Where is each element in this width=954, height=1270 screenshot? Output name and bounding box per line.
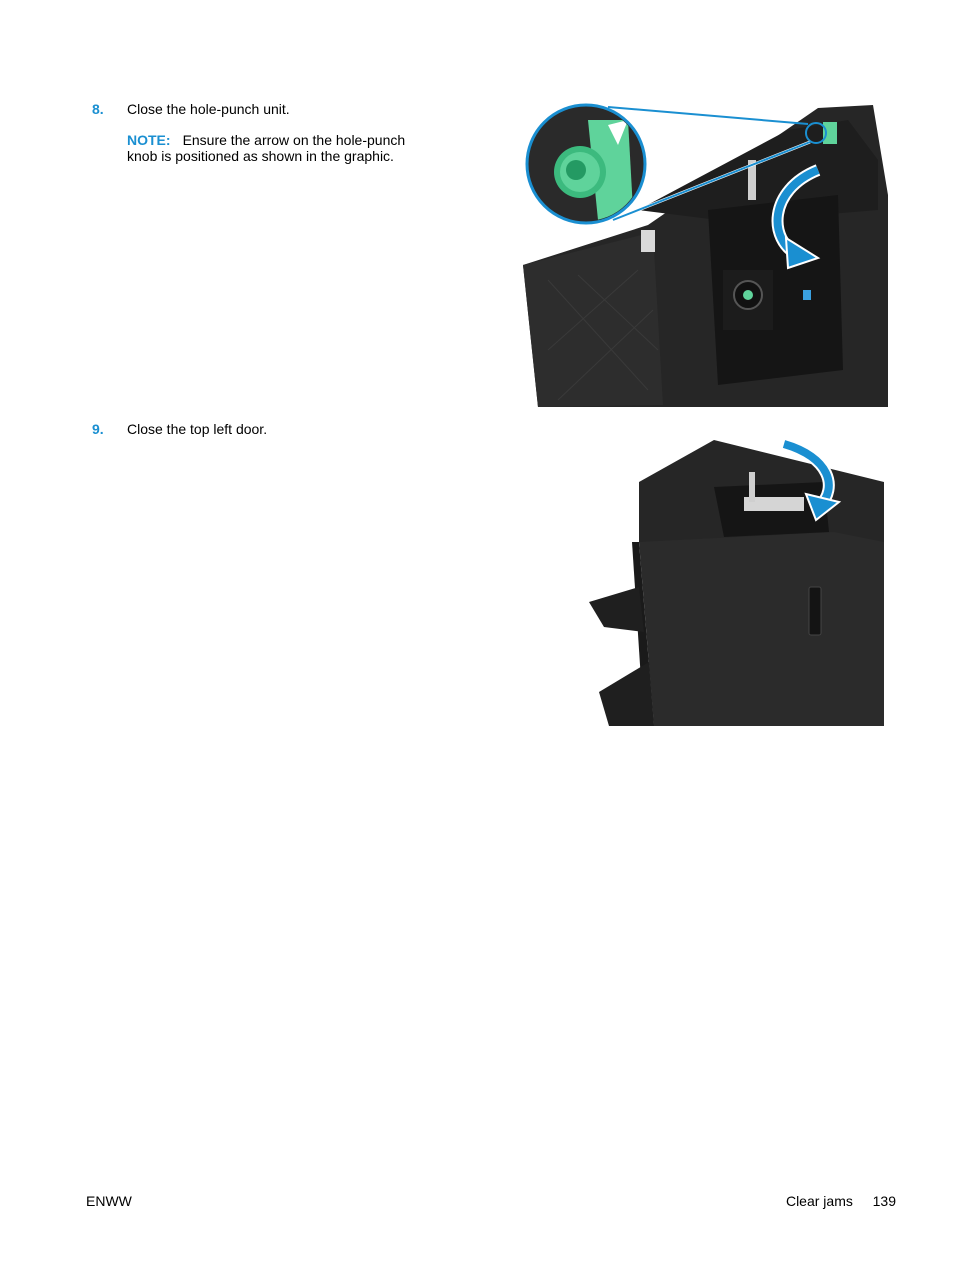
step-number: 9. bbox=[92, 421, 104, 437]
hole-punch-figure bbox=[518, 100, 890, 408]
page-number: 139 bbox=[872, 1193, 896, 1209]
note-text: Ensure the arrow on the hole-punch knob is positioned as shown in the graphic. bbox=[127, 132, 406, 164]
step-text: Close the top left door. bbox=[127, 421, 268, 437]
footer-left: ENWW bbox=[86, 1193, 132, 1209]
step-number: 8. bbox=[92, 101, 104, 117]
footer-section: Clear jams bbox=[785, 1193, 853, 1209]
step-text: Close the hole-punch unit. bbox=[127, 101, 290, 117]
note-label: NOTE: bbox=[127, 132, 171, 148]
footer-right bbox=[786, 1193, 896, 1210]
note bbox=[127, 132, 437, 164]
top-left-door-figure bbox=[584, 432, 890, 728]
